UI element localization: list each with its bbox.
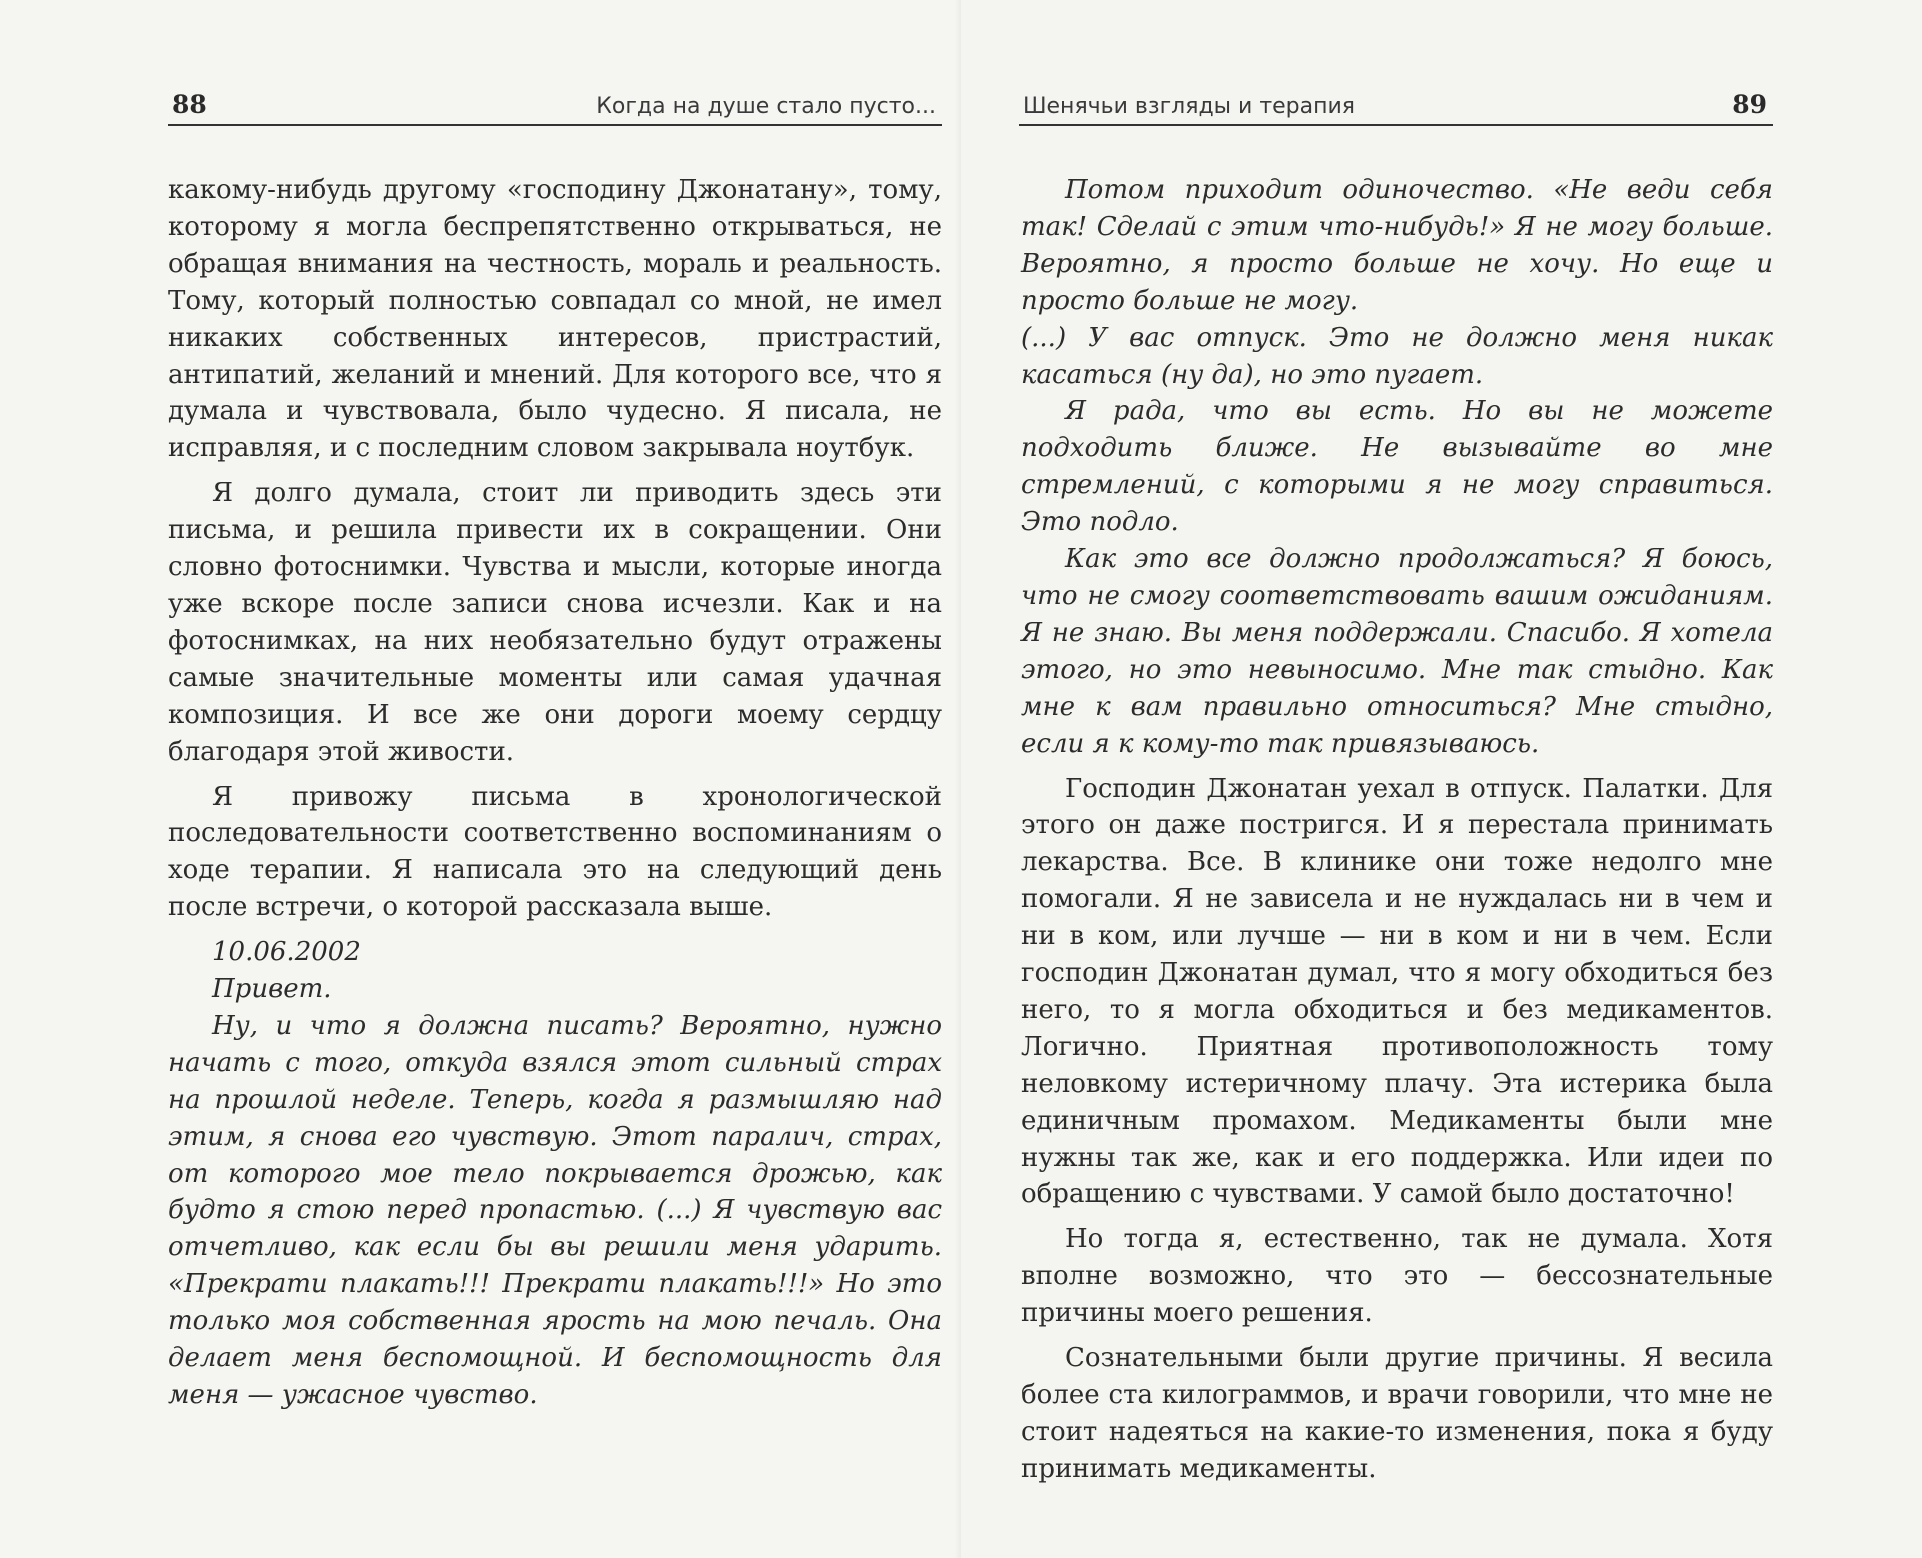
page-number: 88 (172, 90, 207, 119)
page-number: 89 (1732, 90, 1767, 119)
paragraph: Но тогда я, естественно, так не думала. Хотя вполне возможно, что это — бессознательные причины моего решения. (1021, 1224, 1773, 1329)
running-head: Когда на душе стало пусто... (596, 94, 936, 119)
paragraph: Я привожу письма в хронологической последовательности соответственно воспоминаниям о ходе терапии. Я написала это на следующий день после встречи, о которой рассказала выше. (168, 781, 942, 923)
letter-paragraph: Как это все должно продолжаться? Я боюсь, что не смогу соответствовать вашим ожиданиям. Я не знаю. Вы меня поддержали. Спасибо. Я хотела этого, но это невыносимо. Мне так стыдно. Как мне к вам правильно относиться? Мне стыдно, если я к кому-то так привязываюсь. (1021, 544, 1773, 759)
left-page-header (168, 82, 942, 126)
letter-paragraph: Я рада, что вы есть. Но вы не можете подходить ближе. Не вызывайте во мне стремлений, с которыми я не могу справиться. Это подло. (1021, 396, 1773, 538)
paragraph: Сознательными были другие причины. Я весила более ста килограммов, и врачи говорили, что мне не стоит надеяться на какие-то изменения, пока я буду принимать медикаменты. (1021, 1343, 1773, 1484)
letter-date: 10.06.2002 (212, 937, 361, 968)
right-page-header (1019, 82, 1773, 126)
paragraph: Я долго думала, стоит ли приводить здесь эти письма, и решила привести их в сокращении. Они словно фотоснимки. Чувства и мысли, которые иногда уже вскоре после записи снова исчезли. Как и на фотоснимках, на них необязательно будут отражены самые значительные моменты или самая удачная композиция. И все же они дороги моему сердцу благодаря этой живости. (168, 478, 942, 767)
running-head: Шенячьи взгляды и терапия (1023, 94, 1356, 119)
right-page (961, 0, 1922, 1558)
header-rule (1019, 124, 1773, 126)
letter-paragraph: Потом приходит одиночество. «Не веди себя так! Сделай с этим что-нибудь!» Я не могу больше. Вероятно, я просто больше не хочу. Но еще и просто больше не могу. (1021, 175, 1773, 316)
header-rule (168, 124, 942, 126)
right-page-body (1021, 172, 1773, 1488)
paragraph: Господин Джонатан уехал в отпуск. Палатки. Для этого он даже постригся. И я перестала принимать лекарства. Все. В клинике они тоже недолго мне помогали. Я не зависела и не нуждалась ни в чем и ни в ком, или лучше — ни в ком и ни в чем. Если господин Джонатан думал, что я могу обходиться без него, то я могла обходиться и без медикаментов. Логично. Приятная противоположность тому неловкому истеричному плачу. Эта истерика была единичным промахом. Медикаменты были мне нужны так же, как и его поддержка. Или идеи по обращению с чувствами. У самой было достаточно! (1021, 773, 1773, 1210)
letter-text: Ну, и что я должна писать? Вероятно, нужно начать с того, откуда взялся этот сильный страх на прошлой неделе. Теперь, когда я размышляю над этим, я снова его чувствую. Этот паралич, страх, от которого мое тело покрывается дрожью, как будто я стою перед пропастью. (...) Я чувствую вас отчетливо, как если бы вы решили меня ударить. «Прекрати плакать!!! Прекрати плакать!!!» Но это только моя собственная ярость на мою печаль. Она делает меня беспомощной. И беспомощность для меня — ужасное чувство. (168, 1010, 942, 1410)
letter-paragraph: (...) У вас отпуск. Это не должно меня никак касаться (ну да), но это пугает. (1021, 322, 1773, 390)
letter-greeting: Привет. (212, 974, 332, 1005)
paragraph: какому-нибудь другому «господину Джонатану», тому, которому я могла беспрепятственно открываться, не обращая внимания на честность, мораль и реальность. Тому, который полностью совпадал со мной, не имел никаких собственных интересов, пристрастий, антипатий, желаний и мнений. Для которого все, что я думала и чувствовала, было чудесно. Я писала, не исправляя, и с последним словом закрывала ноутбук. (168, 175, 942, 464)
left-page-body (168, 172, 942, 1414)
